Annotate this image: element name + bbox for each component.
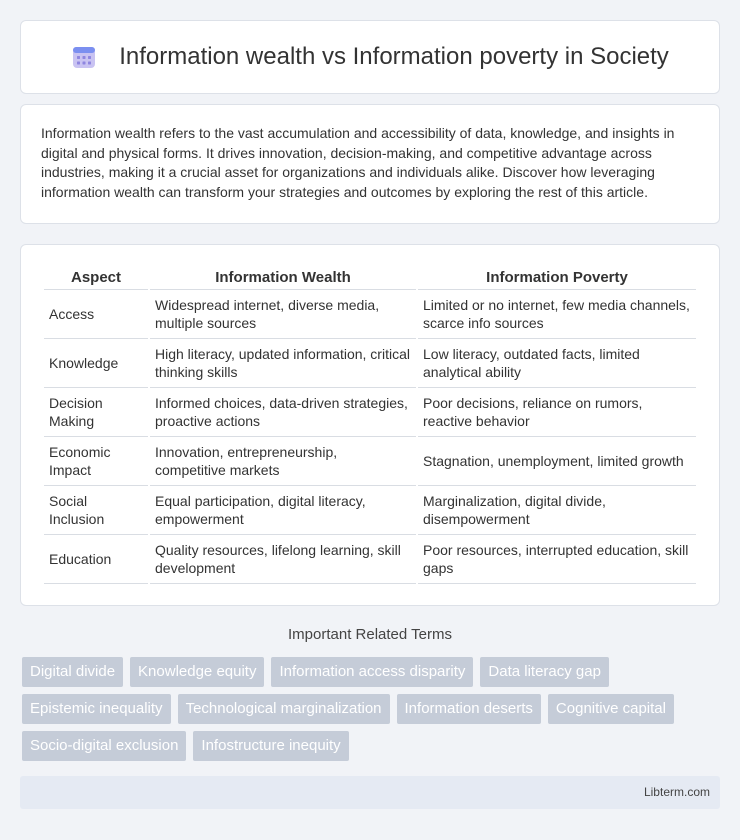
- table-row: [44, 290, 696, 339]
- footer: [20, 776, 720, 809]
- related-term-tag[interactable]: Epistemic inequality: [22, 694, 171, 724]
- title-card: [20, 20, 720, 94]
- related-term-tag[interactable]: Technological marginalization: [178, 694, 390, 724]
- poverty-cell: Stagnation, unemployment, limited growth: [418, 437, 696, 486]
- aspect-cell: Economic Impact: [44, 437, 148, 486]
- poverty-cell: Limited or no internet, few media channels, scarce info sources: [418, 290, 696, 339]
- wealth-cell: Informed choices, data-driven strategies, proactive actions: [150, 388, 416, 437]
- column-header-aspect: Aspect: [44, 263, 148, 290]
- comparison-table: [42, 263, 698, 584]
- related-term-tag[interactable]: Information access disparity: [271, 657, 473, 687]
- aspect-cell: Knowledge: [44, 339, 148, 388]
- table-row: [44, 388, 696, 437]
- table-row: [44, 339, 696, 388]
- page-title: Information wealth vs Information poverty in Society: [119, 43, 669, 70]
- aspect-cell: Access: [44, 290, 148, 339]
- poverty-cell: Poor resources, interrupted education, skill gaps: [418, 535, 696, 584]
- wealth-cell: Widespread internet, diverse media, multiple sources: [150, 290, 416, 339]
- intro-paragraph: Information wealth refers to the vast accumulation and accessibility of data, knowledge, and insights in digital and physical forms. It drives innovation, decision-making, and competitive advantage across industries, making it a crucial asset for organizations and individuals alike. Discover how leveraging information wealth can transform your strategies and outcomes by exploring the rest of this article.: [41, 125, 675, 200]
- column-header-poverty: Information Poverty: [418, 263, 696, 290]
- table-row: [44, 437, 696, 486]
- related-terms-heading: Important Related Terms: [288, 626, 452, 643]
- related-term-tag[interactable]: Information deserts: [397, 694, 541, 724]
- wealth-cell: Quality resources, lifelong learning, skill development: [150, 535, 416, 584]
- related-terms-list: [22, 657, 722, 761]
- intro-card: [20, 104, 720, 224]
- related-term-tag[interactable]: Cognitive capital: [548, 694, 674, 724]
- comparison-table-card: [20, 244, 720, 606]
- related-term-tag[interactable]: Infostructure inequity: [193, 731, 348, 761]
- wealth-cell: High literacy, updated information, critical thinking skills: [150, 339, 416, 388]
- table-header-row: [44, 263, 696, 290]
- poverty-cell: Marginalization, digital divide, disempowerment: [418, 486, 696, 535]
- footer-site-link[interactable]: Libterm.com: [643, 785, 710, 799]
- poverty-cell: Low literacy, outdated facts, limited analytical ability: [418, 339, 696, 388]
- poverty-cell: Poor decisions, reliance on rumors, reactive behavior: [418, 388, 696, 437]
- column-header-wealth: Information Wealth: [150, 263, 416, 290]
- related-term-tag[interactable]: Socio-digital exclusion: [22, 731, 186, 761]
- aspect-cell: Education: [44, 535, 148, 584]
- wealth-cell: Equal participation, digital literacy, empowerment: [150, 486, 416, 535]
- related-term-tag[interactable]: Digital divide: [22, 657, 123, 687]
- table-row: [44, 486, 696, 535]
- calendar-icon: [71, 44, 97, 70]
- related-term-tag[interactable]: Data literacy gap: [480, 657, 609, 687]
- wealth-cell: Innovation, entrepreneurship, competitive markets: [150, 437, 416, 486]
- table-row: [44, 535, 696, 584]
- aspect-cell: Social Inclusion: [44, 486, 148, 535]
- related-term-tag[interactable]: Knowledge equity: [130, 657, 264, 687]
- aspect-cell: Decision Making: [44, 388, 148, 437]
